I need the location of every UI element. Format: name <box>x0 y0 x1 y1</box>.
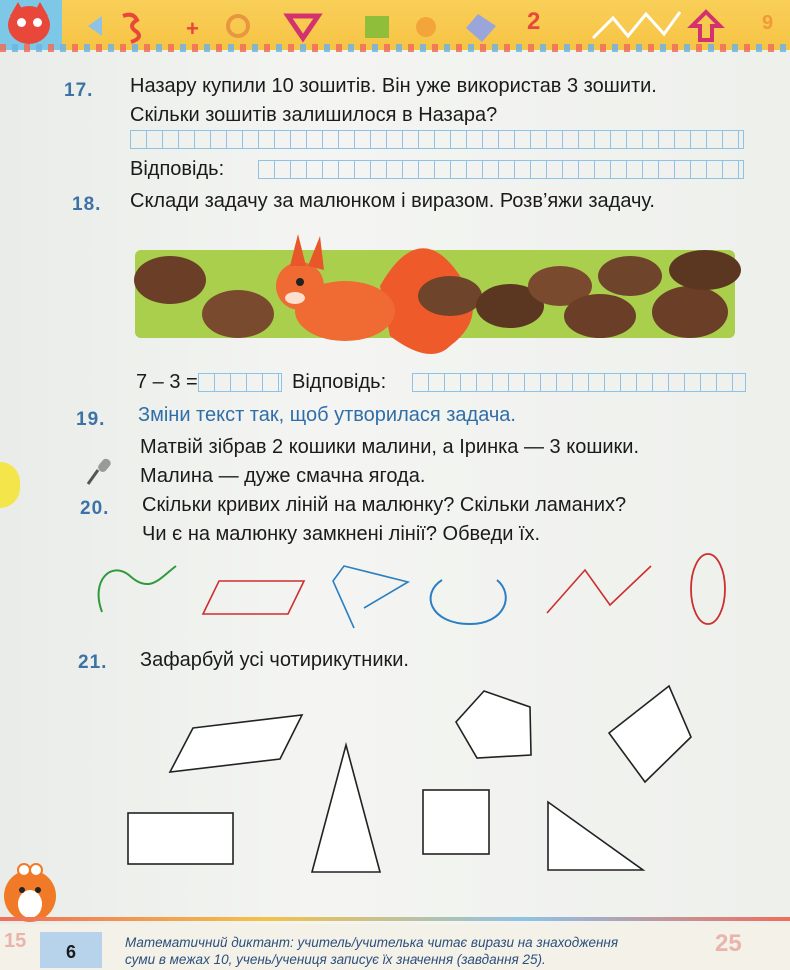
dotted-divider <box>0 44 790 52</box>
zigzag-red <box>547 566 651 613</box>
task-20-line-2: Чи є на малюнку замкнені лінії? Обведи їх. <box>142 523 541 545</box>
cat-logo-icon <box>0 0 62 50</box>
rhombus-shape <box>609 686 691 782</box>
task-19-number: 19. <box>76 409 106 430</box>
microphone-icon <box>86 456 116 486</box>
task-17-line-1: Назару купили 10 зошитів. Він уже використав 3 зошити. <box>130 75 657 97</box>
task-19-line-1: Зміни текст так, щоб утворилася задача. <box>138 404 516 426</box>
rectangle-shape <box>128 813 233 864</box>
fox-mascot-icon <box>2 862 62 924</box>
footer-note: Математичний диктант: учитель/учителька читає вирази на знаходження суми в межах 10, учень/учениця записує їх значення (завдання 25). <box>125 935 619 967</box>
task-21-number: 21. <box>78 652 108 673</box>
footer-ghost-number-left: 15 <box>4 930 27 952</box>
task-18-expression-grid[interactable] <box>198 373 282 392</box>
task-18-expression: 7 – 3 = <box>136 371 198 393</box>
yellow-tab-marker <box>0 462 20 508</box>
page-number: 6 <box>66 942 77 962</box>
square-shape <box>423 790 489 854</box>
header-digit-2: 2 <box>527 8 541 35</box>
polyline-blue <box>333 566 408 628</box>
task-18-answer-grid[interactable] <box>412 373 746 392</box>
curve-green <box>99 566 176 612</box>
task-18-number: 18. <box>72 194 102 215</box>
task-21-shapes-figure <box>0 680 790 880</box>
task-20-number: 20. <box>80 498 110 519</box>
task-17-answer-grid[interactable] <box>258 160 744 179</box>
parallelogram-red <box>203 581 304 614</box>
task-18-answer-label: Відповідь: <box>292 371 387 393</box>
oval-red <box>691 554 725 624</box>
header-shapes-icon <box>78 8 778 48</box>
parallelogram-shape <box>170 715 302 772</box>
task-17-work-grid[interactable] <box>130 130 744 149</box>
task-20-lines-figure <box>0 550 790 640</box>
svg-text:+: + <box>186 16 199 41</box>
task-19-line-2: Матвій зібрав 2 кошики малини, а Іринка — 3 кошики. <box>140 436 640 458</box>
right-triangle-shape <box>548 802 643 870</box>
squirrel-with-nuts-illustration <box>130 226 740 356</box>
footer-ghost-number-right: 25 <box>715 930 742 957</box>
footer-stripe <box>0 917 790 921</box>
pentagon-shape <box>456 691 531 758</box>
task-18-line-1: Склади задачу за малюнком і виразом. Розв’яжи задачу. <box>130 190 655 212</box>
task-17-line-2: Скільки зошитів залишилося в Назара? <box>130 104 498 126</box>
task-21-line-1: Зафарбуй усі чотирикутники. <box>140 649 409 671</box>
task-19-line-3: Малина — дуже смачна ягода. <box>140 465 426 487</box>
triangle-isosceles-shape <box>312 745 380 872</box>
decorative-header <box>0 0 790 50</box>
task-17-answer-label: Відповідь: <box>130 158 225 180</box>
header-digit-9: 9 <box>762 12 774 34</box>
task-20-line-1: Скільки кривих ліній на малюнку? Скільки ламаних? <box>142 494 627 516</box>
arc-blue <box>431 580 506 624</box>
task-17-number: 17. <box>64 80 94 101</box>
